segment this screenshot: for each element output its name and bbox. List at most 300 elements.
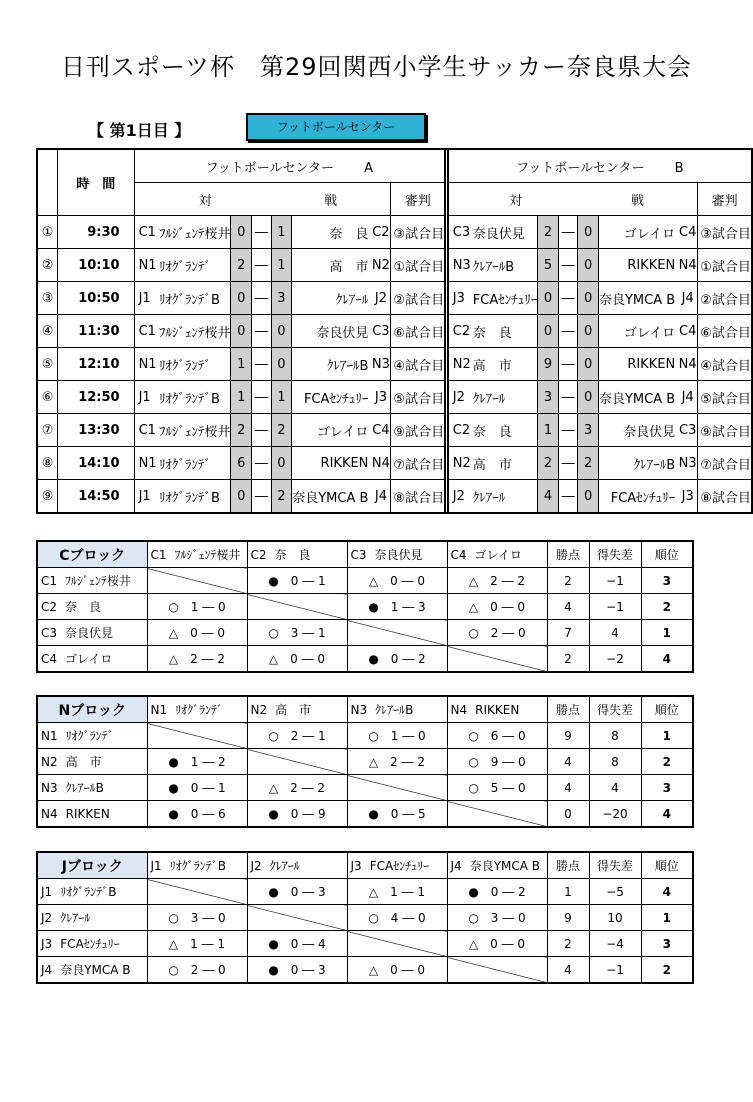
match-result: ● 0 ― 4 xyxy=(247,931,347,957)
points-header: 勝点 xyxy=(547,541,589,568)
away-score: 1 xyxy=(271,249,292,282)
rank: 2 xyxy=(641,749,693,775)
referee-assignment: ⑨試合目 xyxy=(391,414,445,447)
kickoff-time: 13:30 xyxy=(58,414,135,447)
team-code: N2 xyxy=(41,755,58,769)
away-team: ゴレイロ xyxy=(598,216,678,249)
away-team: 奈 良 xyxy=(292,216,372,249)
match-result: ○ 2 ― 0 xyxy=(447,620,547,646)
away-code: C4 xyxy=(678,315,698,348)
referee-assignment: ⑥試合目 xyxy=(698,315,752,348)
referee-assignment: ④試合目 xyxy=(391,348,445,381)
referee-assignment: ⑦試合目 xyxy=(698,447,752,480)
home-team: ﾘｵｸﾞﾗﾝﾃﾞ xyxy=(159,249,231,282)
kickoff-time: 14:10 xyxy=(58,447,135,480)
points: 4 xyxy=(547,957,589,984)
goal-difference: −1 xyxy=(589,957,641,984)
blank-corner xyxy=(37,149,58,216)
score-dash: ― xyxy=(252,348,271,381)
rank: 3 xyxy=(641,775,693,801)
match-result: △ 0 ― 0 xyxy=(147,620,247,646)
match-result: ● 0 ― 1 xyxy=(247,568,347,594)
home-score: 0 xyxy=(231,480,252,514)
team-code: C1 xyxy=(150,548,167,562)
away-team: 奈良伏見 xyxy=(598,414,678,447)
team-name: 奈 良 xyxy=(274,548,311,562)
points: 9 xyxy=(547,723,589,749)
away-team: ｸﾚｱｰﾙB xyxy=(292,348,372,381)
table-row xyxy=(37,879,693,905)
row-team xyxy=(37,594,147,620)
match-result: ○ 3 ― 1 xyxy=(247,620,347,646)
team-code: N2 xyxy=(250,703,268,717)
team-column-header xyxy=(347,852,447,879)
self-match-cell xyxy=(247,905,347,931)
self-match-cell xyxy=(447,957,547,984)
away-team: RIKKEN xyxy=(598,348,678,381)
team-name: ｸﾚｱｰﾙ xyxy=(269,859,300,873)
away-score: 0 xyxy=(578,348,599,381)
away-code: C4 xyxy=(678,216,698,249)
team-column-header xyxy=(147,541,247,568)
blank xyxy=(448,183,473,216)
team-code: J3 xyxy=(41,937,53,951)
away-code: C3 xyxy=(678,414,698,447)
schedule-table xyxy=(36,148,753,514)
score-dash: ― xyxy=(252,480,271,514)
home-score: 2 xyxy=(231,249,252,282)
table-row xyxy=(37,931,693,957)
goal-difference: 10 xyxy=(589,905,641,931)
referee-assignment: ⑧試合目 xyxy=(698,480,752,514)
home-code: J1 xyxy=(134,480,159,514)
team-code: J1 xyxy=(150,859,162,873)
referee-header: 審判 xyxy=(391,183,445,216)
points-header: 勝点 xyxy=(547,696,589,723)
home-team: ﾘｵｸﾞﾗﾝﾃﾞB xyxy=(159,282,231,315)
team-code: N1 xyxy=(41,729,58,743)
team-name: ﾘｵｸﾞﾗﾝﾃﾞB xyxy=(60,885,117,899)
match-result: ● 0 ― 6 xyxy=(147,801,247,828)
match-number: ③ xyxy=(37,282,58,315)
self-match-cell xyxy=(347,775,447,801)
goal-difference: −2 xyxy=(589,646,641,673)
match-result: ○ 4 ― 0 xyxy=(347,905,447,931)
home-team: ﾘｵｸﾞﾗﾝﾃﾞB xyxy=(159,480,231,514)
kickoff-time: 14:50 xyxy=(58,480,135,514)
referee-assignment: ①試合目 xyxy=(391,249,445,282)
match-result: ● 0 ― 5 xyxy=(347,801,447,828)
points: 2 xyxy=(547,931,589,957)
rank-header: 順位 xyxy=(641,696,693,723)
score-dash: ― xyxy=(252,249,271,282)
team-name: ｸﾚｱｰﾙB xyxy=(375,703,414,717)
rank-header: 順位 xyxy=(641,541,693,568)
score-dash: ― xyxy=(558,480,577,514)
points: 1 xyxy=(547,879,589,905)
points: 7 xyxy=(547,620,589,646)
rank: 3 xyxy=(641,931,693,957)
away-score: 0 xyxy=(578,480,599,514)
home-score: 1 xyxy=(231,381,252,414)
match-result: △ 0 ― 0 xyxy=(347,957,447,984)
referee-assignment: ②試合目 xyxy=(698,282,752,315)
team-name: FCAｾﾝﾁｭﾘｰ xyxy=(369,859,430,873)
away-code: N3 xyxy=(371,348,391,381)
team-code: J2 xyxy=(41,911,53,925)
away-team: 奈良YMCA B xyxy=(598,381,678,414)
home-score: 2 xyxy=(231,414,252,447)
home-team: ｸﾚｱｰﾙ xyxy=(473,381,538,414)
referee-header: 審判 xyxy=(698,183,752,216)
home-code: C2 xyxy=(448,414,473,447)
table-row xyxy=(37,775,693,801)
row-team xyxy=(37,905,147,931)
away-code: J2 xyxy=(371,282,391,315)
team-name: ﾘｵｸﾞﾗﾝﾃﾞ xyxy=(65,729,114,743)
home-code: C3 xyxy=(448,216,473,249)
referee-assignment: ⑤試合目 xyxy=(698,381,752,414)
rank: 1 xyxy=(641,620,693,646)
table-row xyxy=(37,282,752,315)
match-number: ⑥ xyxy=(37,381,58,414)
match-result: ○ 2 ― 1 xyxy=(247,723,347,749)
kickoff-time: 10:10 xyxy=(58,249,135,282)
home-score: 6 xyxy=(231,447,252,480)
away-team: FCAｾﾝﾁｭﾘｰ xyxy=(598,480,678,514)
away-score: 0 xyxy=(271,447,292,480)
away-score: 1 xyxy=(271,216,292,249)
kickoff-time: 12:10 xyxy=(58,348,135,381)
referee-assignment: ⑧試合目 xyxy=(391,480,445,514)
table-row xyxy=(37,447,752,480)
away-team: 奈良YMCA B xyxy=(598,282,678,315)
referee-assignment: ④試合目 xyxy=(698,348,752,381)
self-match-cell xyxy=(247,749,347,775)
self-match-cell xyxy=(447,801,547,828)
away-code: J4 xyxy=(371,480,391,514)
match-number: ① xyxy=(37,216,58,249)
table-row xyxy=(37,905,693,931)
match-result: △ 1 ― 1 xyxy=(347,879,447,905)
away-score: 0 xyxy=(578,249,599,282)
points: 9 xyxy=(547,905,589,931)
team-name: FCAｾﾝﾁｭﾘｰ xyxy=(60,937,120,951)
referee-assignment: ③試合目 xyxy=(391,216,445,249)
home-score: 0 xyxy=(231,315,252,348)
points: 4 xyxy=(547,775,589,801)
home-team: ｸﾚｱｰﾙB xyxy=(473,249,538,282)
away-team: RIKKEN xyxy=(292,447,372,480)
team-code: J2 xyxy=(250,859,262,873)
team-code: C1 xyxy=(41,574,58,588)
away-code: N4 xyxy=(371,447,391,480)
home-code: N1 xyxy=(134,249,159,282)
team-name: ｸﾚｱｰﾙ xyxy=(60,911,91,925)
home-team: 高 市 xyxy=(473,447,538,480)
rank-header: 順位 xyxy=(641,852,693,879)
table-row xyxy=(37,315,752,348)
home-score: 2 xyxy=(538,447,559,480)
home-score: 0 xyxy=(538,315,559,348)
venue-button[interactable]: フットボールセンター xyxy=(246,113,426,141)
team-column-header xyxy=(347,541,447,568)
self-match-cell xyxy=(247,594,347,620)
team-name: 高 市 xyxy=(275,703,312,717)
away-score: 3 xyxy=(578,414,599,447)
home-score: 5 xyxy=(538,249,559,282)
page-title: 日刊スポーツ杯 第29回関西小学生サッカー奈良県大会 xyxy=(60,53,693,81)
home-code: N1 xyxy=(134,447,159,480)
away-team: ｸﾚｱｰﾙ xyxy=(292,282,372,315)
team-column-header xyxy=(147,852,247,879)
away-code: C4 xyxy=(371,414,391,447)
match-result: △ 0 ― 0 xyxy=(347,568,447,594)
home-code: N1 xyxy=(134,348,159,381)
goal-difference: 8 xyxy=(589,749,641,775)
score-dash: ― xyxy=(252,315,271,348)
team-column-header xyxy=(247,852,347,879)
match-number: ⑤ xyxy=(37,348,58,381)
team-code: C3 xyxy=(350,548,367,562)
referee-assignment: ⑥試合目 xyxy=(391,315,445,348)
match-result: △ 2 ― 2 xyxy=(447,568,547,594)
score-dash: ― xyxy=(252,447,271,480)
match-result: ○ 3 ― 0 xyxy=(447,905,547,931)
away-team: ｸﾚｱｰﾙB xyxy=(598,447,678,480)
goal-difference: −1 xyxy=(589,594,641,620)
away-code: N4 xyxy=(678,249,698,282)
home-score: 1 xyxy=(538,414,559,447)
goal-diff-header: 得失差 xyxy=(589,541,641,568)
vs-header: 対 xyxy=(473,183,559,216)
home-code: J2 xyxy=(448,381,473,414)
referee-assignment: ②試合目 xyxy=(391,282,445,315)
match-result: ● 0 ― 1 xyxy=(147,775,247,801)
match-result: △ 0 ― 0 xyxy=(247,646,347,673)
row-team xyxy=(37,879,147,905)
row-team xyxy=(37,568,147,594)
match-result: ● 0 ― 2 xyxy=(447,879,547,905)
match-number: ⑦ xyxy=(37,414,58,447)
away-team: RIKKEN xyxy=(598,249,678,282)
home-team: ﾌﾙｼﾞｪﾝﾃ桜井 xyxy=(159,414,231,447)
row-team xyxy=(37,931,147,957)
away-score: 0 xyxy=(271,315,292,348)
team-column-header xyxy=(447,541,547,568)
score-dash: ― xyxy=(252,216,271,249)
goal-difference: 8 xyxy=(589,723,641,749)
row-team xyxy=(37,620,147,646)
row-team xyxy=(37,775,147,801)
home-code: J3 xyxy=(448,282,473,315)
away-code: N2 xyxy=(371,249,391,282)
away-code: J4 xyxy=(678,282,698,315)
block-name: Cブロック xyxy=(37,541,147,568)
points: 2 xyxy=(547,568,589,594)
goal-diff-header: 得失差 xyxy=(589,696,641,723)
team-column-header xyxy=(247,696,347,723)
away-score: 2 xyxy=(271,414,292,447)
referee-assignment: ⑨試合目 xyxy=(698,414,752,447)
team-code: C4 xyxy=(450,548,467,562)
table-row xyxy=(37,646,693,673)
match-result: △ 1 ― 1 xyxy=(147,931,247,957)
home-code: J1 xyxy=(134,381,159,414)
rank: 2 xyxy=(641,957,693,984)
row-team xyxy=(37,646,147,673)
team-name: ﾌﾙｼﾞｪﾝﾃ桜井 xyxy=(174,548,241,562)
home-team: ﾌﾙｼﾞｪﾝﾃ桜井 xyxy=(159,216,231,249)
away-score: 3 xyxy=(271,282,292,315)
team-name: ｸﾚｱｰﾙB xyxy=(65,781,104,795)
goal-difference: −1 xyxy=(589,568,641,594)
court-a-header: フットボールセンター A xyxy=(134,149,445,183)
team-name: 奈良伏見 xyxy=(374,548,423,562)
goal-difference: −4 xyxy=(589,931,641,957)
away-code: C3 xyxy=(371,315,391,348)
home-score: 0 xyxy=(231,282,252,315)
table-row xyxy=(37,480,752,514)
points: 4 xyxy=(547,594,589,620)
away-code: C2 xyxy=(371,216,391,249)
referee-assignment: ⑦試合目 xyxy=(391,447,445,480)
points: 0 xyxy=(547,801,589,828)
home-score: 9 xyxy=(538,348,559,381)
match-result: ○ 3 ― 0 xyxy=(147,905,247,931)
c-block-table xyxy=(36,540,694,673)
team-code: J3 xyxy=(350,859,362,873)
team-code: J4 xyxy=(450,859,462,873)
match-result: ○ 9 ― 0 xyxy=(447,749,547,775)
kickoff-time: 9:30 xyxy=(58,216,135,249)
away-score: 2 xyxy=(578,447,599,480)
team-code: C2 xyxy=(41,600,58,614)
team-name: RIKKEN xyxy=(475,702,520,717)
kickoff-time: 12:50 xyxy=(58,381,135,414)
block-name: Nブロック xyxy=(37,696,147,723)
away-team: 奈良伏見 xyxy=(292,315,372,348)
team-code: N3 xyxy=(350,703,368,717)
match-result: △ 2 ― 2 xyxy=(147,646,247,673)
home-code: J2 xyxy=(448,480,473,514)
team-column-header xyxy=(147,696,247,723)
table-row xyxy=(37,216,752,249)
goal-difference: 4 xyxy=(589,775,641,801)
team-name: ﾘｵｸﾞﾗﾝﾃﾞB xyxy=(169,859,226,873)
home-score: 2 xyxy=(538,216,559,249)
team-column-header xyxy=(447,852,547,879)
team-name: 奈良YMCA B xyxy=(469,859,541,873)
match-result: ● 0 ― 3 xyxy=(247,957,347,984)
home-team: FCAｾﾝﾁｭﾘｰ xyxy=(473,282,538,315)
vs-header: 対 xyxy=(159,183,252,216)
home-score: 4 xyxy=(538,480,559,514)
score-dash: ― xyxy=(558,381,577,414)
home-code: N2 xyxy=(448,447,473,480)
table-row xyxy=(37,620,693,646)
rank: 1 xyxy=(641,905,693,931)
home-team: ｸﾚｱｰﾙ xyxy=(473,480,538,514)
score-dash: ― xyxy=(252,282,271,315)
match-number: ⑧ xyxy=(37,447,58,480)
rank: 3 xyxy=(641,568,693,594)
score-dash: ― xyxy=(558,348,577,381)
team-name: 高 市 xyxy=(65,755,102,769)
team-name: 奈良YMCA B xyxy=(60,963,131,977)
table-row xyxy=(37,723,693,749)
match-result: ● 1 ― 2 xyxy=(147,749,247,775)
points-header: 勝点 xyxy=(547,852,589,879)
away-team: 奈良YMCA B xyxy=(292,480,372,514)
row-team xyxy=(37,723,147,749)
points: 4 xyxy=(547,749,589,775)
self-match-cell xyxy=(447,646,547,673)
referee-assignment: ③試合目 xyxy=(698,216,752,249)
match-number: ② xyxy=(37,249,58,282)
time-header: 時 間 xyxy=(58,149,135,216)
score-dash: ― xyxy=(558,414,577,447)
team-code: C3 xyxy=(41,626,58,640)
team-code: N1 xyxy=(150,703,168,717)
table-row xyxy=(37,749,693,775)
home-code: C1 xyxy=(134,315,159,348)
match-result: ● 0 ― 2 xyxy=(347,646,447,673)
home-team: 高 市 xyxy=(473,348,538,381)
away-code: J3 xyxy=(678,480,698,514)
self-match-cell xyxy=(147,723,247,749)
match-result: △ 0 ― 0 xyxy=(447,931,547,957)
match-number: ⑨ xyxy=(37,480,58,514)
away-score: 2 xyxy=(271,480,292,514)
home-code: J1 xyxy=(134,282,159,315)
self-match-cell xyxy=(347,931,447,957)
match-result: ● 1 ― 3 xyxy=(347,594,447,620)
match-result: ○ 1 ― 0 xyxy=(347,723,447,749)
blank xyxy=(134,183,159,216)
n-block-table xyxy=(36,695,694,828)
home-team: ﾘｵｸﾞﾗﾝﾃﾞ xyxy=(159,447,231,480)
home-code: C1 xyxy=(134,216,159,249)
away-score: 0 xyxy=(578,315,599,348)
away-team: ゴレイロ xyxy=(292,414,372,447)
match-result: △ 0 ― 0 xyxy=(447,594,547,620)
court-b-header: フットボールセンター B xyxy=(448,149,752,183)
home-score: 0 xyxy=(538,282,559,315)
match-header: 戦 xyxy=(271,183,391,216)
home-team: ﾘｵｸﾞﾗﾝﾃﾞ xyxy=(159,348,231,381)
table-row xyxy=(37,594,693,620)
team-name: ゴレイロ xyxy=(474,548,522,562)
blank xyxy=(558,183,577,216)
match-result: ○ 5 ― 0 xyxy=(447,775,547,801)
team-name: ﾌﾙｼﾞｪﾝﾃ桜井 xyxy=(65,574,132,588)
rank: 4 xyxy=(641,879,693,905)
kickoff-time: 11:30 xyxy=(58,315,135,348)
table-row xyxy=(37,348,752,381)
self-match-cell xyxy=(147,879,247,905)
home-team: 奈 良 xyxy=(473,315,538,348)
home-team: ﾘｵｸﾞﾗﾝﾃﾞB xyxy=(159,381,231,414)
home-code: N2 xyxy=(448,348,473,381)
day-label: 【 第1日目 】 xyxy=(88,121,191,140)
away-code: J4 xyxy=(678,381,698,414)
team-code: C4 xyxy=(41,652,58,666)
team-name: 奈 良 xyxy=(65,600,102,614)
away-code: N3 xyxy=(678,447,698,480)
score-dash: ― xyxy=(252,414,271,447)
match-result: △ 2 ― 2 xyxy=(347,749,447,775)
